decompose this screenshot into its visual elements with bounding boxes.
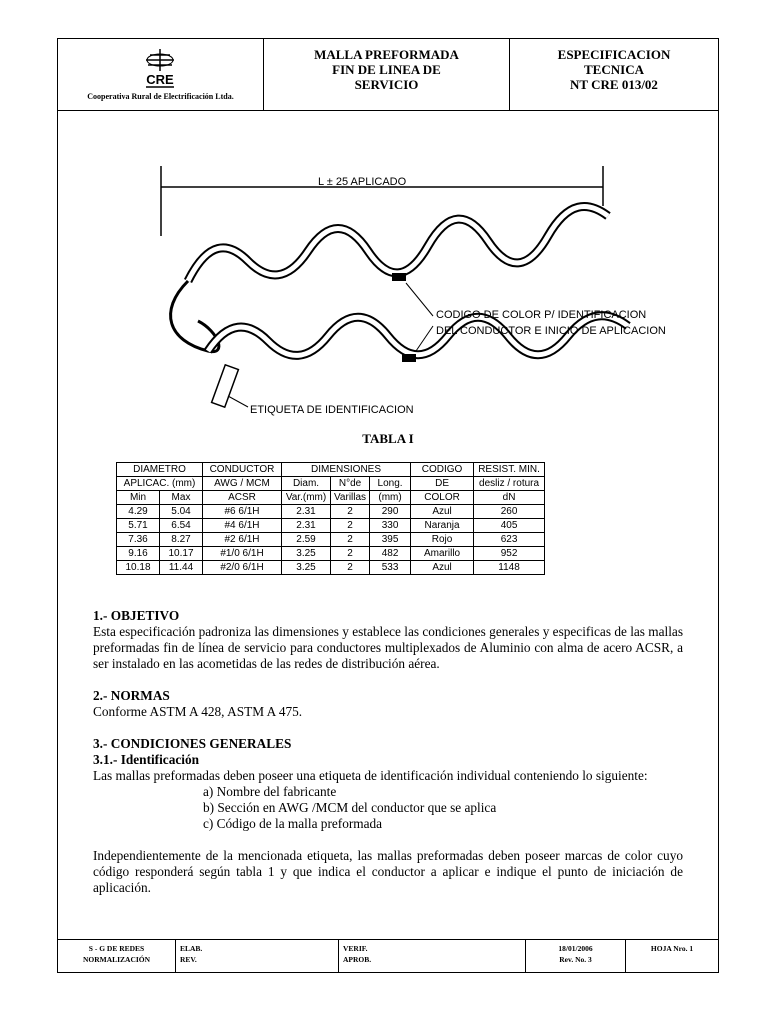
cell: 10.18 — [117, 561, 160, 575]
cre-logo-icon — [136, 47, 184, 91]
footer-rev-no: Rev. No. 3 — [559, 955, 592, 964]
list-item: a) Nombre del fabricante — [203, 784, 337, 799]
footer-dept-line: S - G DE REDES — [88, 944, 145, 953]
spec-code — [510, 39, 718, 110]
cell: 2 — [331, 519, 370, 533]
cell: #4 6/1H — [203, 519, 282, 533]
cell: 395 — [370, 533, 411, 547]
cell: 2.59 — [282, 533, 331, 547]
col-header-long: Long. — [370, 477, 411, 491]
col-header-acsr: ACSR — [203, 491, 282, 505]
document-header — [58, 39, 718, 111]
footer-elab-rev — [176, 940, 339, 972]
cell: 3.25 — [282, 547, 331, 561]
cell: 2 — [331, 505, 370, 519]
spec-line: ESPECIFICACION — [557, 47, 671, 62]
paragraph-objetivo: Esta especificación padroniza las dimensiones y establece las condiciones generales y especificas de las mallas preformadas fin de línea de servicio para conductores multiplexados de Aluminio con alma de acero ACSR, a ser instalado en las acometidas de las redes de distribución aérea. — [93, 624, 683, 671]
col-header-de: DE — [411, 477, 474, 491]
tag-label: ETIQUETA DE IDENTIFICACION — [250, 404, 414, 416]
cell: 290 — [370, 505, 411, 519]
col-header-codigo: CODIGO — [411, 463, 474, 477]
color-code-label: CODIGO DE COLOR P/ IDENTIFICACION — [436, 309, 647, 321]
color-code-label: DEL CONDUCTOR E INICIO DE APLICACION — [436, 325, 666, 337]
paragraph-final: Independientemente de la mencionada etiqueta, las mallas preformadas deben poseer marcas de color cuyo código responderá según tabla 1 y que indica el conductor a aplicar e indique el punto de iniciación de aplicación. — [93, 848, 683, 895]
cell: 2 — [331, 547, 370, 561]
cell: 405 — [474, 519, 545, 533]
footer-department — [58, 940, 176, 972]
color-mark — [392, 273, 406, 281]
identification-list — [93, 784, 683, 832]
cell: 2 — [331, 533, 370, 547]
col-header-nvarillas: N°de — [331, 477, 370, 491]
table-header-row — [117, 463, 545, 477]
table-header-row — [117, 477, 545, 491]
col-header-conductor: CONDUCTOR — [203, 463, 282, 477]
org-name: Cooperativa Rural de Electrificación Ltda. — [87, 92, 234, 101]
col-header-dimensiones: DIMENSIONES — [282, 463, 411, 477]
col-header-color: COLOR — [411, 491, 474, 505]
cell: 5.71 — [117, 519, 160, 533]
footer-date: 18/01/2006 — [558, 944, 593, 953]
title-line: SERVICIO — [354, 77, 419, 92]
col-header-varillas: Varillas — [331, 491, 370, 505]
table-header-row — [117, 491, 545, 505]
cell: #6 6/1H — [203, 505, 282, 519]
paragraph-identificacion: Las mallas preformadas deben poseer una etiqueta de identificación individual conteniendo lo siguiente: — [93, 768, 648, 783]
document-body — [93, 608, 683, 896]
cell: 3.25 — [282, 561, 331, 575]
footer-rev: REV. — [180, 955, 197, 964]
col-header-desliz: desliz / rotura — [474, 477, 545, 491]
table-title: TABLA I — [362, 431, 414, 446]
cell: 1148 — [474, 561, 545, 575]
table-row — [117, 505, 545, 519]
col-header-awg: AWG / MCM — [203, 477, 282, 491]
title-line: FIN DE LINEA DE — [332, 62, 441, 77]
table-row — [117, 561, 545, 575]
cell: 7.36 — [117, 533, 160, 547]
spec-line: TECNICA — [584, 62, 644, 77]
table-row — [117, 547, 545, 561]
col-header-min: Min — [117, 491, 160, 505]
footer-page-number: HOJA Nro. 1 — [650, 944, 694, 953]
specifications-table — [116, 462, 545, 575]
cell: 952 — [474, 547, 545, 561]
cell: Naranja — [411, 519, 474, 533]
color-mark — [402, 354, 416, 362]
paragraph-normas: Conforme ASTM A 428, ASTM A 475. — [93, 704, 303, 719]
col-header-diametro: DIAMETRO — [117, 463, 203, 477]
col-header-diam: Diam. — [282, 477, 331, 491]
header-logo-cell — [58, 39, 264, 110]
cell: #1/0 6/1H — [203, 547, 282, 561]
section-heading-condiciones: 3.- CONDICIONES GENERALES — [93, 736, 292, 751]
cell: 4.29 — [117, 505, 160, 519]
cell: Azul — [411, 505, 474, 519]
footer-verif-aprob — [339, 940, 526, 972]
col-header-mm: (mm) — [370, 491, 411, 505]
identification-tag-icon — [212, 365, 239, 407]
cell: 482 — [370, 547, 411, 561]
length-label: L ± 25 APLICADO — [318, 176, 407, 188]
cell: Amarillo — [411, 547, 474, 561]
col-header-max: Max — [160, 491, 203, 505]
cell: Rojo — [411, 533, 474, 547]
footer-date-rev — [526, 940, 626, 972]
cell: 9.16 — [117, 547, 160, 561]
cell: 260 — [474, 505, 545, 519]
footer-elab: ELAB. — [180, 944, 203, 953]
cell: 2.31 — [282, 519, 331, 533]
subsection-heading-identificacion: 3.1.- Identificación — [93, 752, 199, 767]
logo-text: CRE — [146, 72, 174, 87]
footer-dept-line: NORMALIZACIÓN — [82, 955, 151, 964]
document-frame — [57, 38, 719, 973]
section-heading-objetivo: 1.- OBJETIVO — [93, 608, 180, 623]
preformed-mesh-drawing — [148, 141, 718, 441]
cell: 533 — [370, 561, 411, 575]
document-footer — [58, 939, 718, 972]
section-heading-normas: 2.- NORMAS — [93, 688, 170, 703]
col-header-dn: dN — [474, 491, 545, 505]
list-item: b) Sección en AWG /MCM del conductor que se aplica — [203, 800, 497, 815]
table-row — [117, 533, 545, 547]
cell: #2/0 6/1H — [203, 561, 282, 575]
col-header-var: Var.(mm) — [282, 491, 331, 505]
cell: Azul — [411, 561, 474, 575]
cell: 6.54 — [160, 519, 203, 533]
title-line: MALLA PREFORMADA — [314, 47, 459, 62]
cell: 10.17 — [160, 547, 203, 561]
cell: 623 — [474, 533, 545, 547]
cell: 2 — [331, 561, 370, 575]
document-title — [264, 39, 510, 110]
col-header-resist: RESIST. MIN. — [474, 463, 545, 477]
list-item: c) Código de la malla preformada — [203, 816, 383, 831]
cell: 5.04 — [160, 505, 203, 519]
cell: 11.44 — [160, 561, 203, 575]
footer-verif: VERIF. — [343, 944, 368, 953]
col-header-aplicac: APLICAC. (mm) — [117, 477, 203, 491]
table-row — [117, 519, 545, 533]
cell: 330 — [370, 519, 411, 533]
cell: 8.27 — [160, 533, 203, 547]
cell: 2.31 — [282, 505, 331, 519]
footer-aprob: APROB. — [343, 955, 372, 964]
spec-line: NT CRE 013/02 — [570, 77, 658, 92]
cell: #2 6/1H — [203, 533, 282, 547]
